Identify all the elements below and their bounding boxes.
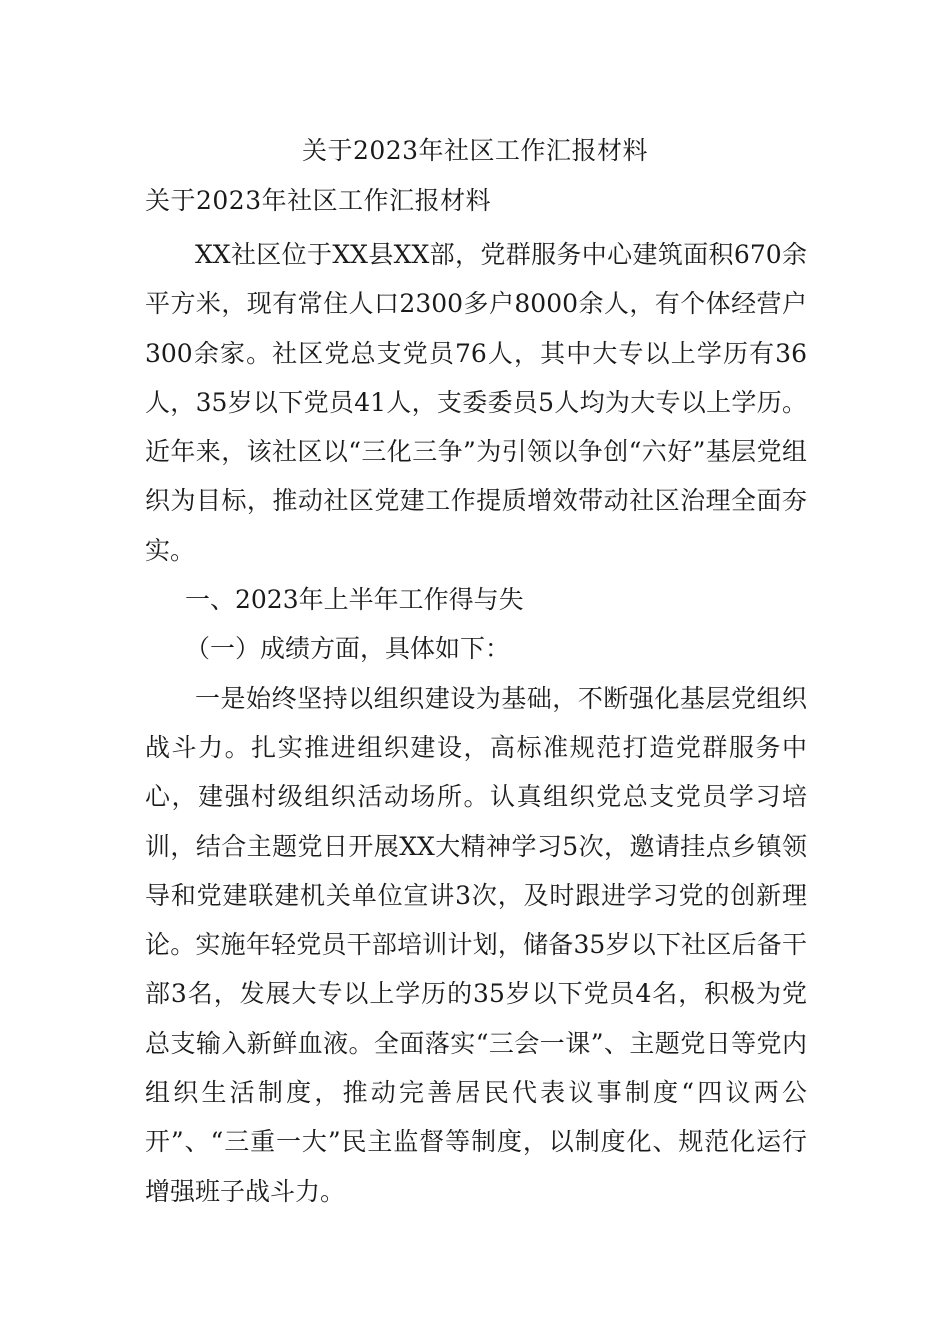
document-body [145, 230, 807, 1216]
subsection-heading-1: （一）成绩方面，具体如下： [185, 634, 511, 664]
document-title: 关于2023年社区工作汇报材料 [301, 136, 649, 165]
document-subtitle: 关于2023年社区工作汇报材料 [145, 186, 492, 215]
intro-paragraph: XX社区位于XX县XX部，党群服务中心建筑面积670余平方米，现有常住人口2300多户8000余人，有个体经营户300余家。社区党总支党员76人，其中大专以上学历有36人，35岁以下党员41人，支委委员5人均为大专以上学历。近年来，该社区以“三化三争”为引领以争创“六好”基层党组织为目标，推动社区党建工作提质增效带动社区治理全面夯实。 [145, 240, 807, 565]
point-one-paragraph: 一是始终坚持以组织建设为基础，不断强化基层党组织战斗力。扎实推进组织建设，高标准规范打造党群服务中心，建强村级组织活动场所。认真组织党总支党员学习培训，结合主题党日开展XX大精神学习5次，邀请挂点乡镇领导和党建联建机关单位宣讲3次，及时跟进学习党的创新理论。实施年轻党员干部培训计划，储备35岁以下社区后备干部3名，发展大专以上学历的35岁以下党员4名，积极为党总支输入新鲜血液。全面落实“三会一课”、主题党日等党内组织生活制度，推动完善居民代表议事制度“四议两公开”、“三重一大”民主监督等制度，以制度化、规范化运行增强班子战斗力。 [145, 683, 807, 1206]
section-heading-1: 一、2023年上半年工作得与失 [185, 585, 524, 615]
